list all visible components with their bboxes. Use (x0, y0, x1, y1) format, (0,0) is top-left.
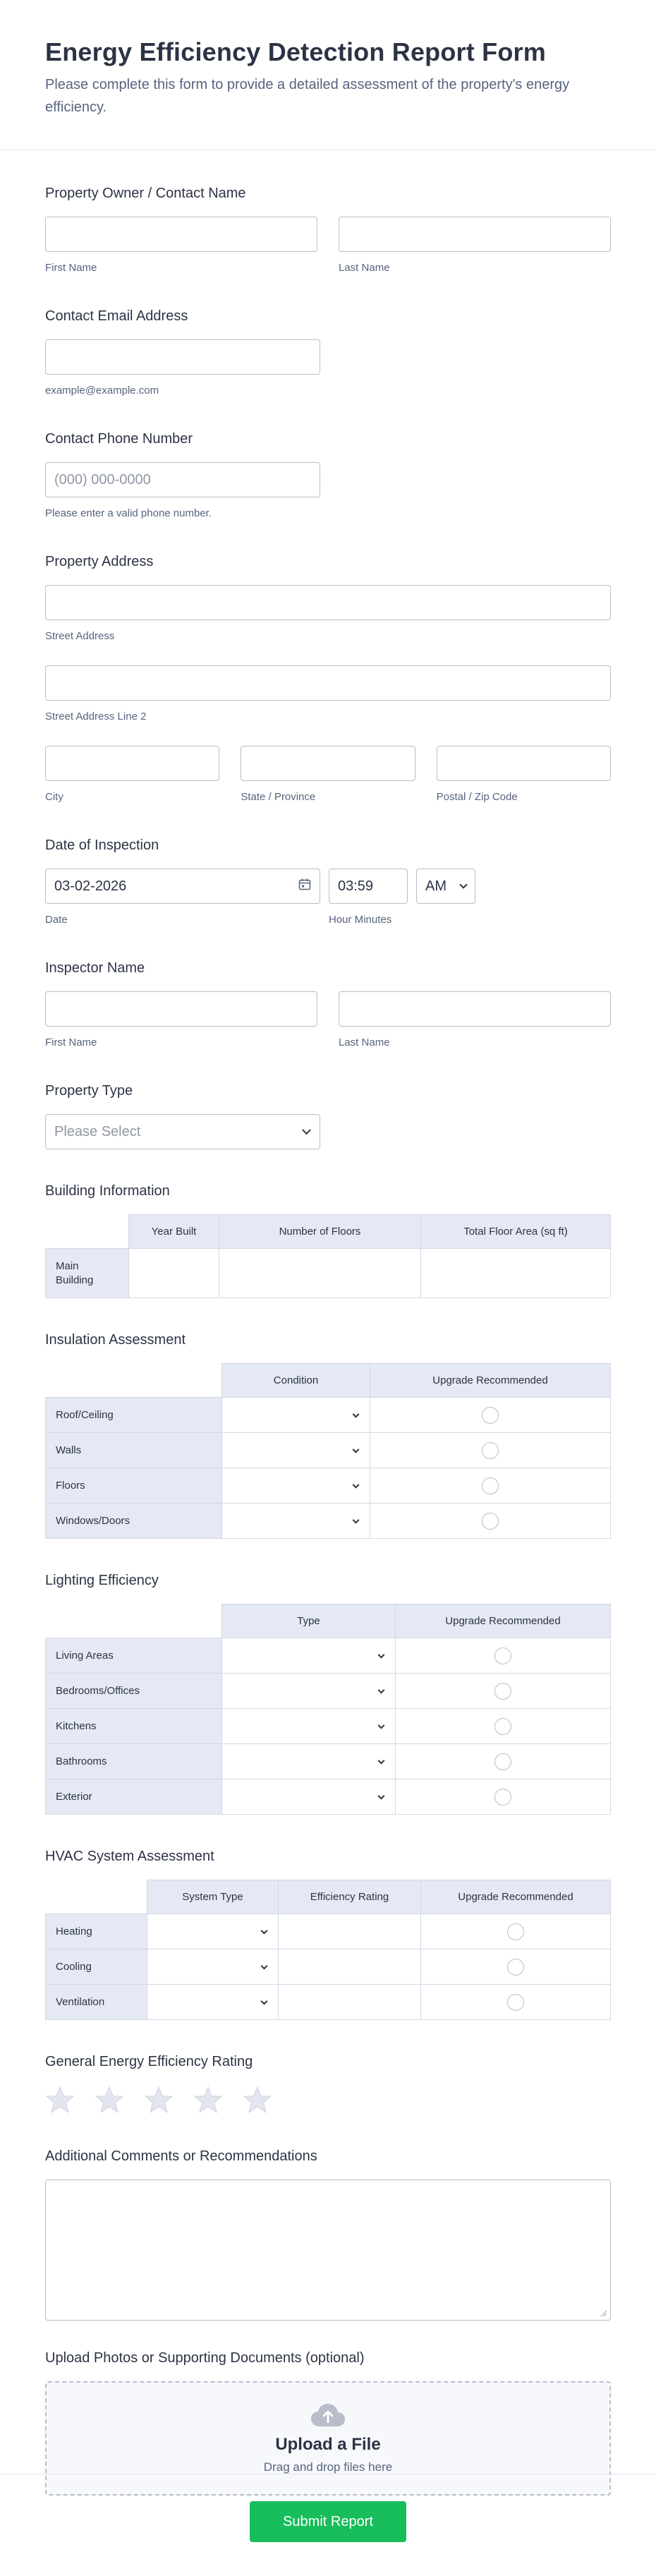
street-address-input[interactable] (45, 585, 611, 620)
inspector-name-field (45, 959, 611, 1049)
column-header: Condition (222, 1364, 370, 1398)
property-type-placeholder: Please Select (54, 1123, 141, 1139)
street-address-line2-input[interactable] (45, 665, 611, 701)
zip-sublabel: Postal / Zip Code (436, 791, 518, 803)
insulation-field (45, 1331, 611, 1539)
time-value: 03:59 (338, 878, 374, 894)
column-header: Total Floor Area (sq ft) (421, 1215, 611, 1249)
efficiency-rating-cell[interactable] (279, 1914, 421, 1949)
lighting-table (45, 1604, 611, 1815)
comments-label: Additional Comments or Recommendations (45, 2148, 317, 2164)
date-sublabel: Date (45, 914, 68, 926)
inspector-first-name-sublabel: First Name (45, 1036, 97, 1048)
efficiency-rating-cell[interactable] (279, 1949, 421, 1985)
owner-first-name-sublabel: First Name (45, 262, 97, 274)
row-label: Windows/Doors (46, 1504, 222, 1539)
condition-select[interactable] (222, 1504, 370, 1539)
owner-last-name-input[interactable] (339, 217, 611, 252)
address-label: Property Address (45, 554, 154, 569)
form-header (0, 0, 656, 150)
city-sublabel: City (45, 791, 63, 803)
star-icon[interactable] (144, 2085, 174, 2115)
chevron-down-icon (378, 1686, 385, 1693)
chevron-down-icon (353, 1446, 360, 1453)
submit-button[interactable]: Submit Report (250, 2501, 406, 2542)
upgrade-radio[interactable] (482, 1513, 499, 1530)
column-header: System Type (147, 1880, 279, 1914)
column-header: Upgrade Recommended (396, 1604, 611, 1638)
inspection-date-label: Date of Inspection (45, 837, 159, 853)
street-address-line2-sublabel: Street Address Line 2 (45, 710, 147, 722)
row-label: Roof/Ceiling (46, 1398, 222, 1433)
year-built-cell[interactable] (129, 1249, 219, 1298)
chevron-down-icon (459, 881, 467, 888)
rating-field (45, 2052, 611, 2115)
table-row (46, 1914, 611, 1949)
row-label: Exterior (46, 1779, 222, 1815)
lighting-field (45, 1571, 611, 1815)
table-row (46, 1709, 611, 1744)
upload-subtitle: Drag and drop files here (263, 2460, 393, 2474)
cloud-upload-icon (310, 2402, 346, 2428)
chevron-down-icon (378, 1792, 385, 1799)
chevron-down-icon (261, 1997, 268, 2004)
ampm-value: AM (425, 878, 447, 894)
column-header: Upgrade Recommended (370, 1364, 611, 1398)
type-select[interactable] (222, 1674, 396, 1709)
owner-name-field (45, 184, 611, 274)
upgrade-radio[interactable] (494, 1718, 511, 1735)
table-row (46, 1468, 611, 1504)
inspector-last-name-sublabel: Last Name (339, 1036, 390, 1048)
row-label: Floors (46, 1468, 222, 1504)
building-info-field (45, 1182, 611, 1298)
efficiency-rating-cell[interactable] (279, 1985, 421, 2020)
upgrade-radio[interactable] (494, 1753, 511, 1770)
inspector-last-name-input[interactable] (339, 991, 611, 1027)
phone-input[interactable]: (000) 000-0000 (45, 462, 320, 497)
table-row (46, 1638, 611, 1674)
inspector-name-label: Inspector Name (45, 960, 145, 976)
upgrade-radio[interactable] (494, 1683, 511, 1700)
inspection-date-field (45, 836, 611, 926)
row-label: Bathrooms (46, 1744, 222, 1779)
lighting-label: Lighting Efficiency (45, 1573, 159, 1588)
star-icon[interactable] (45, 2085, 75, 2115)
chevron-down-icon (378, 1757, 385, 1764)
column-header: Number of Floors (219, 1215, 421, 1249)
state-sublabel: State / Province (241, 791, 316, 803)
email-input[interactable] (45, 339, 320, 375)
column-header: Type (222, 1604, 396, 1638)
owner-last-name-sublabel: Last Name (339, 262, 390, 274)
table-row (46, 1779, 611, 1815)
chevron-down-icon (261, 1927, 268, 1934)
chevron-down-icon (261, 1962, 268, 1969)
comments-field (45, 2147, 611, 2321)
row-label: Walls (46, 1433, 222, 1468)
rating-label: General Energy Efficiency Rating (45, 2054, 253, 2069)
chevron-down-icon (353, 1410, 360, 1417)
upgrade-radio[interactable] (482, 1407, 499, 1424)
type-select[interactable] (222, 1744, 396, 1779)
phone-label: Contact Phone Number (45, 431, 193, 447)
city-input[interactable] (45, 746, 219, 781)
upgrade-radio[interactable] (507, 1923, 524, 1940)
column-header: Efficiency Rating (279, 1880, 421, 1914)
building-info-table (45, 1214, 611, 1298)
upgrade-radio-cell[interactable] (370, 1504, 611, 1539)
email-sublabel: example@example.com (45, 385, 159, 397)
row-label: Heating (46, 1914, 147, 1949)
upgrade-radio[interactable] (482, 1442, 499, 1459)
form-description: Please complete this form to provide a detailed assessment of the property's energy efficiency. (45, 77, 570, 115)
zip-input[interactable] (437, 746, 611, 781)
upload-label: Upload Photos or Supporting Documents (optional) (45, 2350, 365, 2366)
row-label: Living Areas (46, 1638, 222, 1674)
condition-select[interactable] (222, 1468, 370, 1504)
table-row (46, 1398, 611, 1433)
address-field (45, 552, 611, 804)
upgrade-radio-cell[interactable] (370, 1468, 611, 1504)
inspector-first-name-input[interactable] (45, 991, 317, 1027)
upgrade-radio[interactable] (494, 1647, 511, 1664)
chevron-down-icon (378, 1722, 385, 1729)
resize-handle-icon[interactable] (599, 2309, 607, 2317)
upgrade-radio-cell[interactable] (421, 1949, 611, 1985)
total-floor-area-cell[interactable] (421, 1249, 611, 1298)
form-body (0, 184, 656, 2496)
owner-first-name-input[interactable] (45, 217, 317, 252)
star-icon[interactable] (243, 2085, 272, 2115)
state-input[interactable] (241, 746, 415, 781)
table-row (46, 1674, 611, 1709)
table-row (46, 1949, 611, 1985)
upgrade-radio-cell[interactable] (396, 1638, 611, 1674)
phone-field (45, 430, 611, 520)
number-of-floors-cell[interactable] (219, 1249, 421, 1298)
system-type-select[interactable] (147, 1914, 279, 1949)
upgrade-radio-cell[interactable] (396, 1779, 611, 1815)
upgrade-radio[interactable] (507, 1959, 524, 1976)
comments-textarea[interactable] (45, 2179, 611, 2321)
building-info-label: Building Information (45, 1183, 170, 1199)
condition-select[interactable] (222, 1433, 370, 1468)
upgrade-radio-cell[interactable] (370, 1398, 611, 1433)
system-type-select[interactable] (147, 1985, 279, 2020)
row-label: Cooling (46, 1949, 147, 1985)
chevron-down-icon (353, 1516, 360, 1523)
type-select[interactable] (222, 1779, 396, 1815)
table-row (46, 1504, 611, 1539)
insulation-label: Insulation Assessment (45, 1332, 186, 1348)
row-label: Bedrooms/Offices (46, 1674, 222, 1709)
table-row (46, 1433, 611, 1468)
chevron-down-icon (353, 1481, 360, 1488)
owner-name-label: Property Owner / Contact Name (45, 186, 246, 201)
upgrade-radio-cell[interactable] (421, 1985, 611, 2020)
hvac-field (45, 1847, 611, 2020)
condition-select[interactable] (222, 1398, 370, 1433)
upgrade-radio[interactable] (507, 1994, 524, 2011)
ampm-select[interactable] (416, 869, 475, 904)
table-row (46, 1744, 611, 1779)
column-header: Upgrade Recommended (421, 1880, 611, 1914)
property-type-label: Property Type (45, 1083, 133, 1099)
type-select[interactable] (222, 1709, 396, 1744)
upgrade-radio-cell[interactable] (370, 1433, 611, 1468)
calendar-icon[interactable] (298, 878, 311, 895)
hvac-table (45, 1880, 611, 2020)
insulation-table (45, 1363, 611, 1539)
row-label: Ventilation (46, 1985, 147, 2020)
hvac-label: HVAC System Assessment (45, 1849, 214, 1864)
property-type-field (45, 1082, 611, 1149)
date-value: 03-02-2026 (54, 878, 127, 894)
table-row (46, 1985, 611, 2020)
email-label: Contact Email Address (45, 308, 188, 324)
star-icon[interactable] (95, 2085, 124, 2115)
upgrade-radio-cell[interactable] (396, 1744, 611, 1779)
upgrade-radio[interactable] (482, 1477, 499, 1494)
type-select[interactable] (222, 1638, 396, 1674)
upload-title: Upload a File (275, 2435, 381, 2454)
row-label: Kitchens (46, 1709, 222, 1744)
upgrade-radio-cell[interactable] (421, 1914, 611, 1949)
time-sublabel: Hour Minutes (329, 914, 392, 926)
system-type-select[interactable] (147, 1949, 279, 1985)
star-icon[interactable] (193, 2085, 223, 2115)
chevron-down-icon (302, 1125, 311, 1135)
chevron-down-icon (378, 1651, 385, 1658)
time-input[interactable] (329, 869, 408, 904)
form-footer (0, 2474, 656, 2576)
street-address-sublabel: Street Address (45, 630, 115, 642)
upgrade-radio-cell[interactable] (396, 1709, 611, 1744)
form-title: Energy Efficiency Detection Report Form (45, 37, 546, 66)
column-header: Year Built (129, 1215, 219, 1249)
star-rating (45, 2085, 611, 2115)
row-label: Main Building (46, 1249, 129, 1298)
upgrade-radio-cell[interactable] (396, 1674, 611, 1709)
upgrade-radio[interactable] (494, 1789, 511, 1806)
property-type-select[interactable] (45, 1114, 320, 1149)
date-input[interactable] (45, 869, 320, 904)
phone-sublabel: Please enter a valid phone number. (45, 507, 212, 519)
email-field (45, 307, 611, 397)
